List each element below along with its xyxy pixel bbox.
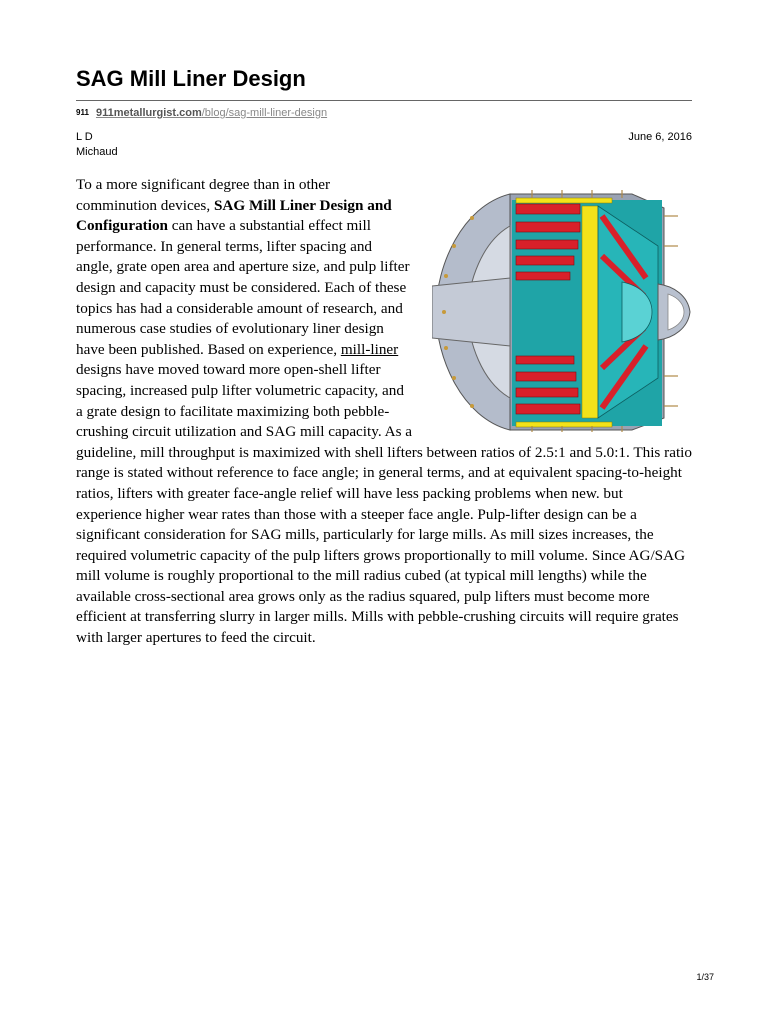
publish-date: June 6, 2016 bbox=[628, 131, 692, 143]
body-rest: designs have moved toward more open-shell lifter spacing, increased pulp lifter volumetric capacity, and a grate design to facilitate maximizing both pebble-crushing circuit utilization and SAG mill capacity. As a guideline, mill throughput is maximized with shell lifters between ratios of 2.5:1 and 5.0:1. This ratio range is stated without reference to face angle; in general terms, and at equivalent spacing-to-height ratios, lifters with greater face-angle relief will have less packing problems when new. but experience higher wear rates than those with a steeper face angle. Pulp-lifter design can be a significant consideration for SAG mills, particularly for large mills. As mill sizes increases, the required volumetric capacity of the pulp lifters grows proportionally to mill volume. Since AG/SAG mill volume is roughly proportional to the mill radius cubed (at typical mill lengths) while the available cross-sectional area grows only as the radius squared, pulp lifters must become more efficient at transferring slurry in larger mills. Mills with pebble-crushing circuits will require grates with larger apertures to feed the circuit. bbox=[76, 361, 692, 647]
body-intro: To a more significant degree than in other comminution devices, bbox=[76, 176, 331, 214]
sag-mill-liner-figure bbox=[432, 186, 692, 432]
article-title: SAG Mill Liner Design bbox=[76, 66, 306, 91]
source-path: /blog/sag-mill-liner-design bbox=[201, 107, 328, 119]
mill-liner-link[interactable]: mill-liner bbox=[340, 340, 399, 358]
author-name: L D Michaud bbox=[76, 131, 118, 158]
source-domain: 911metallurgist.com bbox=[95, 107, 202, 119]
page-number: 1/37 bbox=[696, 972, 714, 982]
source-link[interactable] bbox=[96, 107, 327, 119]
body-bold-phrase: SAG Mill Liner Design and Configuration bbox=[76, 196, 392, 235]
title-divider bbox=[76, 100, 692, 101]
source-line bbox=[76, 107, 327, 119]
body-mid: can have a substantial effect mill performance. In general terms, lifter spacing and angle, grate open area and aperture size, and pulp lifter design and capacity must be considered. Each of these topics has had a considerable amount of research, and numerous case studies of evolutionary liner design have been published. Based on experience, bbox=[76, 217, 410, 358]
site-favicon-icon: 911 bbox=[76, 108, 89, 117]
sag-mill-cutaway-icon bbox=[432, 186, 692, 432]
